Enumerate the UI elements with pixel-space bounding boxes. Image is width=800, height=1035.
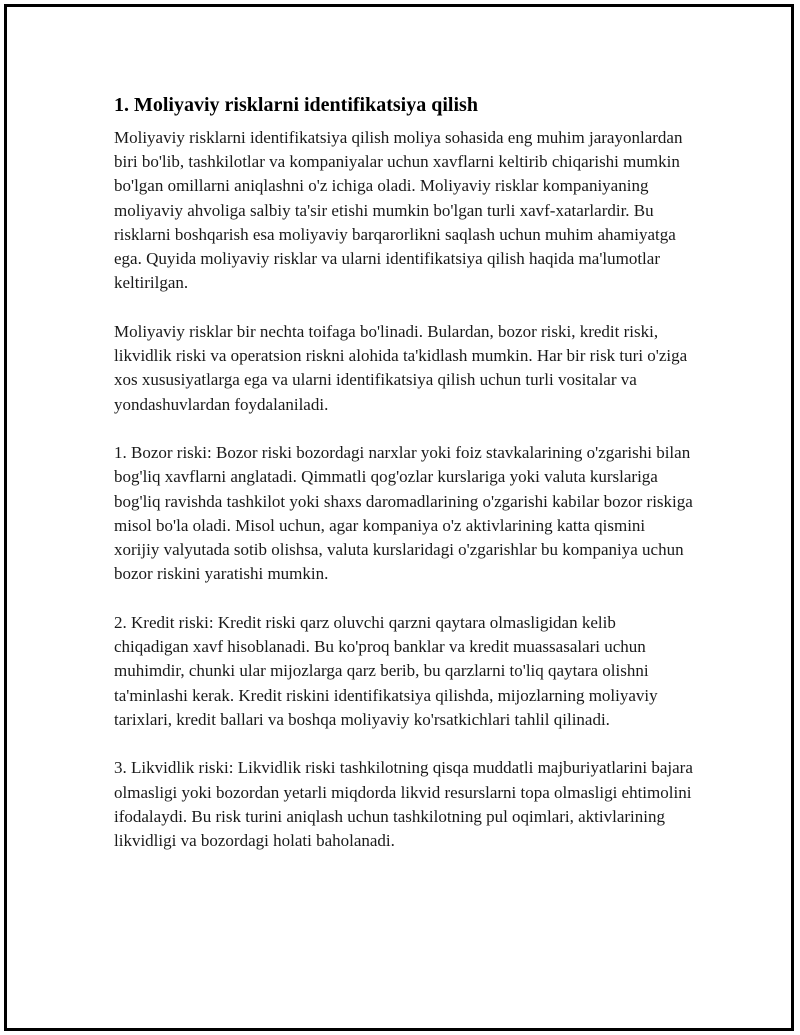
paragraph-intro: Moliyaviy risklarni identifikatsiya qilish moliya sohasida eng muhim jarayonlardan biri bo'lib, tashkilotlar va kompaniyalar uchun xavflarni keltirib chiqarishi mumkin bo'lgan omillarni aniqlashni o'z ichiga oladi. Moliyaviy risklar kompaniyaning moliyaviy ahvoliga salbiy ta'sir etishi mumkin bo'lgan turli xavf-xatarlardir. Bu risklarni boshqarish esa moliyaviy barqarorlikni saqlash uchun muhim ahamiyatga ega. Quyida moliyaviy risklar va ularni identifikatsiya qilish haqida ma'lumotlar keltirilgan. — [114, 128, 683, 293]
paragraph-categories: Moliyaviy risklar bir nechta toifaga bo'linadi. Bulardan, bozor riski, kredit riski, likvidlik riski va operatsion riskni alohida ta'kidlash mumkin. Har bir risk turi o'ziga xos xususiyatlarga ega va ularni identifikatsiya qilish uchun turli vositalar va yondashuvlardan foydalaniladi. — [114, 321, 688, 414]
document-content — [114, 92, 694, 878]
paragraph-credit-risk: 2. Kredit riski: Kredit riski qarz oluvchi qarzni qaytara olmasligidan kelib chiqadigan xavf hisoblanadi. Bu ko'proq banklar va kredit muassasalari uchun muhimdir, chunki ular mijozlarga qarz berib, bu qarzlarni to'liq qaytara olishni ta'minlashi kerak. Kredit riskini identifikatsiya qilishda, mijozlarning moliyaviy tarixlari, kredit ballari va boshqa moliyaviy ko'rsatkichlari tahlil qilinadi. — [114, 612, 658, 729]
paragraph-liquidity-risk: 3. Likvidlik riski: Likvidlik riski tashkilotning qisqa muddatli majburiyatlarini bajara olmasligi yoki bozordan yetarli miqdorda likvid resurslarni topa olmasligi ehtimolini ifodalaydi. Bu risk turini aniqlash uchun tashkilotning pul oqimlari, aktivlarining likvidligi va bozordagi holati baholanadi. — [114, 758, 693, 851]
section-heading: 1. Moliyaviy risklarni identifikatsiya qilish — [114, 94, 478, 116]
paragraph-market-risk: 1. Bozor riski: Bozor riski bozordagi narxlar yoki foiz stavkalarining o'zgarishi bilan bog'liq xavflarni anglatadi. Qimmatli qog'ozlar kurslariga yoki valuta kurslariga bog'liq ravishda tashkilot yoki shaxs daromadlarining o'zgarishi kabilar bozor riskiga misol bo'la oladi. Misol uchun, agar kompaniya o'z aktivlarining katta qismini xorijiy valyutada sotib olishsa, valuta kurslaridagi o'zgarishlar bu kompaniya uchun bozor riskini yaratishi mumkin. — [114, 443, 693, 584]
